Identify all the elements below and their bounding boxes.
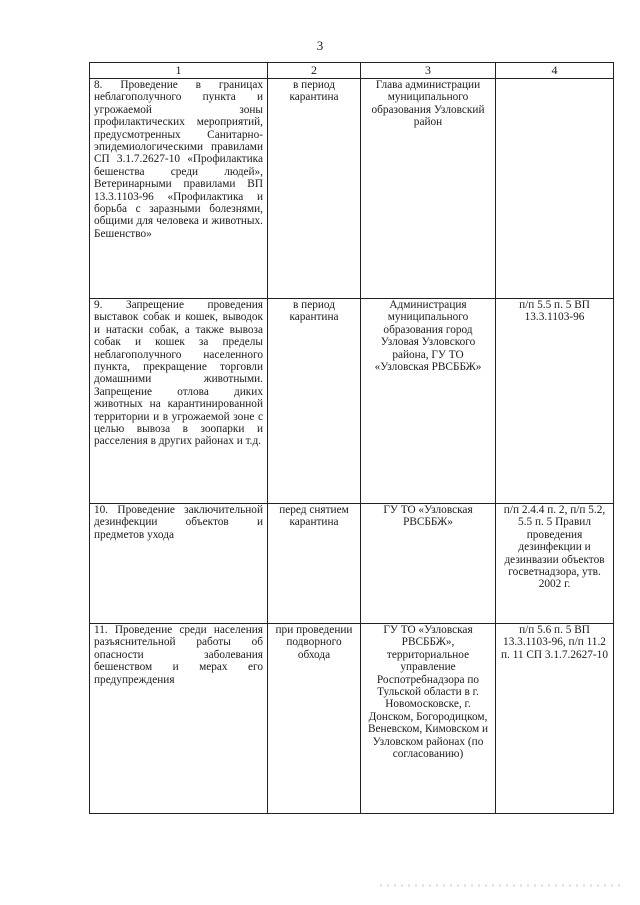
cell-action: 10. Проведение заключительной дезинфекции объектов и предметов ухода — [90, 504, 268, 624]
cell-action: 11. Проведение среди населения разъяснительной работы об опасности заболевания бешенством и мерах его предупреждения — [90, 624, 268, 814]
cell-term: в период карантина — [268, 79, 361, 299]
cell-basis: п/п 5.6 п. 5 ВП 13.3.1103-96, п/п 11.2 п. 11 СП 3.1.7.2627-10 — [496, 624, 614, 814]
table-header-row — [90, 63, 614, 79]
cell-responsible: Глава администрации муниципального образования Узловский район — [361, 79, 496, 299]
table-row — [90, 504, 614, 624]
table-row — [90, 299, 614, 504]
cell-responsible: Администрация муниципального образования город Узловая Узловского района, ГУ ТО «Узловская РВСББЖ» — [361, 299, 496, 504]
scan-artifact — [380, 884, 620, 887]
cell-responsible: ГУ ТО «Узловская РВСББЖ», территориальное управление Роспотребнадзора по Тульской области в г. Новомосковске, г. Донском, Богородицком, Веневском, Кимовском и Узловском районах (по согласованию) — [361, 624, 496, 814]
column-header-3: 3 — [361, 63, 496, 79]
cell-action: 8. Проведение в границах неблагополучного пункта и угрожаемой зоны профилактических мероприятий, предусмотренных Санитарно-эпидемиологическими правилами СП 3.1.7.2627-10 «Профилактика бешенства среди людей», Ветеринарными правилами ВП 13.3.1103-96 «Профилактика и борьба с заразными болезнями, общими для человека и животных. Бешенство» — [90, 79, 268, 299]
cell-term: при проведении подворного обхода — [268, 624, 361, 814]
column-header-4: 4 — [496, 63, 614, 79]
cell-action: 9. Запрещение проведения выставок собак и кошек, выводок и натаски собак, а также вывоза собак и кошек за пределы неблагополучного населенного пункта, прекращение торговли домашними животными. Запрещение отлова диких животных на карантинированной территории и в угрожаемой зоне с целью вывоза в зоопарки и расселения в других районах и т.д. — [90, 299, 268, 504]
cell-term: в период карантина — [268, 299, 361, 504]
cell-term: перед снятием карантина — [268, 504, 361, 624]
cell-basis: п/п 5.5 п. 5 ВП 13.3.1103-96 — [496, 299, 614, 504]
page-number: 3 — [316, 38, 324, 53]
cell-basis — [496, 79, 614, 299]
table-row — [90, 79, 614, 299]
column-header-2: 2 — [268, 63, 361, 79]
table-row — [90, 624, 614, 814]
cell-responsible: ГУ ТО «Узловская РВСББЖ» — [361, 504, 496, 624]
cell-basis: п/п 2.4.4 п. 2, п/п 5.2, 5.5 п. 5 Правил проведения дезинфекции и дезинвазии объектов госветнадзора, утв. 2002 г. — [496, 504, 614, 624]
column-header-1: 1 — [90, 63, 268, 79]
measures-table — [89, 62, 614, 814]
